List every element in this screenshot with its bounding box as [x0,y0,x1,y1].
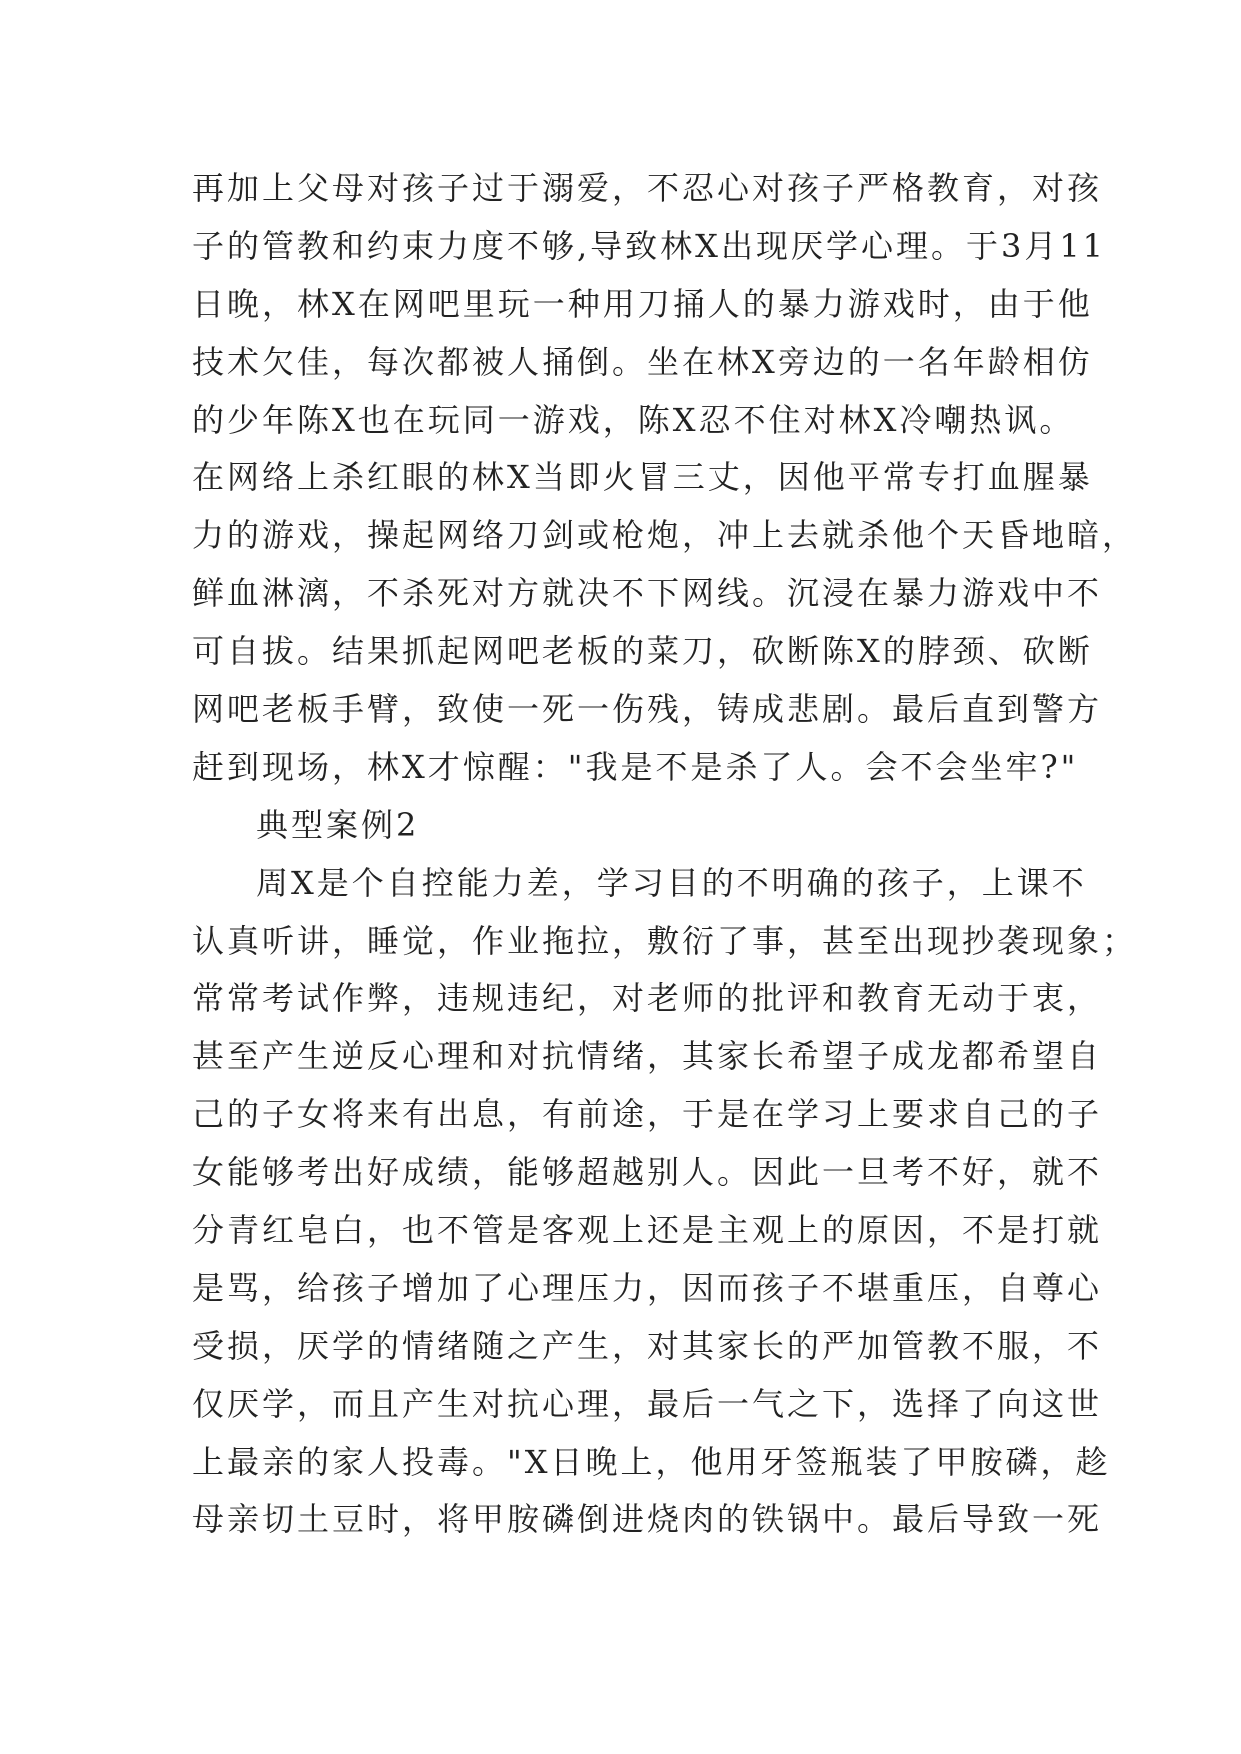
text-line: 是骂，给孩子增加了心理压力，因而孩子不堪重压，自尊心 [192,1268,1103,1307]
text-line: 己的子女将来有出息，有前途，于是在学习上要求自己的子 [192,1095,1103,1134]
text-line: 在网络上杀红眼的林X当即火冒三丈，因他平常专打血腥暴 [192,458,1093,497]
text-line: 日晚，林X在网吧里玩一种用刀捅人的暴力游戏时，由于他 [192,284,1093,323]
text-line: 女能够考出好成绩，能够超越别人。因此一旦考不好，就不 [192,1153,1103,1192]
document-body [192,160,1138,1549]
text-line: 的少年陈X也在玩同一游戏，陈X忍不住对林X冷嘲热讽。 [192,400,1075,439]
text-line: 常常考试作弊，违规违纪，对老师的批评和教育无动于衷， [192,979,1103,1018]
text-line: 可自拔。结果抓起网吧老板的菜刀，砍断陈X的脖颈、砍断 [192,632,1093,671]
text-line: 分青红皂白，也不管是客观上还是主观上的原因，不是打就 [192,1211,1103,1250]
text-line: 网吧老板手臂，致使一死一伤残，铸成悲剧。最后直到警方 [192,690,1103,729]
text-line: 甚至产生逆反心理和对抗情绪，其家长希望子成龙都希望自 [192,1037,1103,1076]
text-line: 再加上父母对孩子过于溺爱，不忍心对孩子严格教育，对孩 [192,169,1103,207]
paragraph-start-line: 周X是个自控能力差，学习目的不明确的孩子，上课不 [256,863,1087,902]
text-line: 力的游戏，操起网络刀剑或枪炮，冲上去就杀他个天昏地暗， [192,516,1138,555]
text-line: 鲜血淋漓，不杀死对方就决不下网线。沉浸在暴力游戏中不 [192,574,1103,613]
text-line: 认真听讲，睡觉，作业拖拉，敷衍了事，甚至出现抄袭现象； [192,921,1138,960]
text-line: 仅厌学，而且产生对抗心理，最后一气之下，选择了向这世 [192,1384,1103,1423]
text-line: 母亲切土豆时，将甲胺磷倒进烧肉的铁锅中。最后导致一死 [192,1500,1103,1539]
text-line: 上最亲的家人投毒。"X日晚上，他用牙签瓶装了甲胺磷，趁 [192,1442,1111,1481]
text-line: 子的管教和约束力度不够,导致林X出现厌学心理。于3月11 [192,226,1107,265]
text-line: 赶到现场，林X才惊醒："我是不是杀了人。会不会坐牢?" [192,747,1079,786]
text-line: 受损，厌学的情绪随之产生，对其家长的严加管教不服，不 [192,1326,1103,1365]
section-heading: 典型案例2 [256,805,420,844]
text-line: 技术欠佳，每次都被人捅倒。坐在林X旁边的一名年龄相仿 [192,342,1093,381]
